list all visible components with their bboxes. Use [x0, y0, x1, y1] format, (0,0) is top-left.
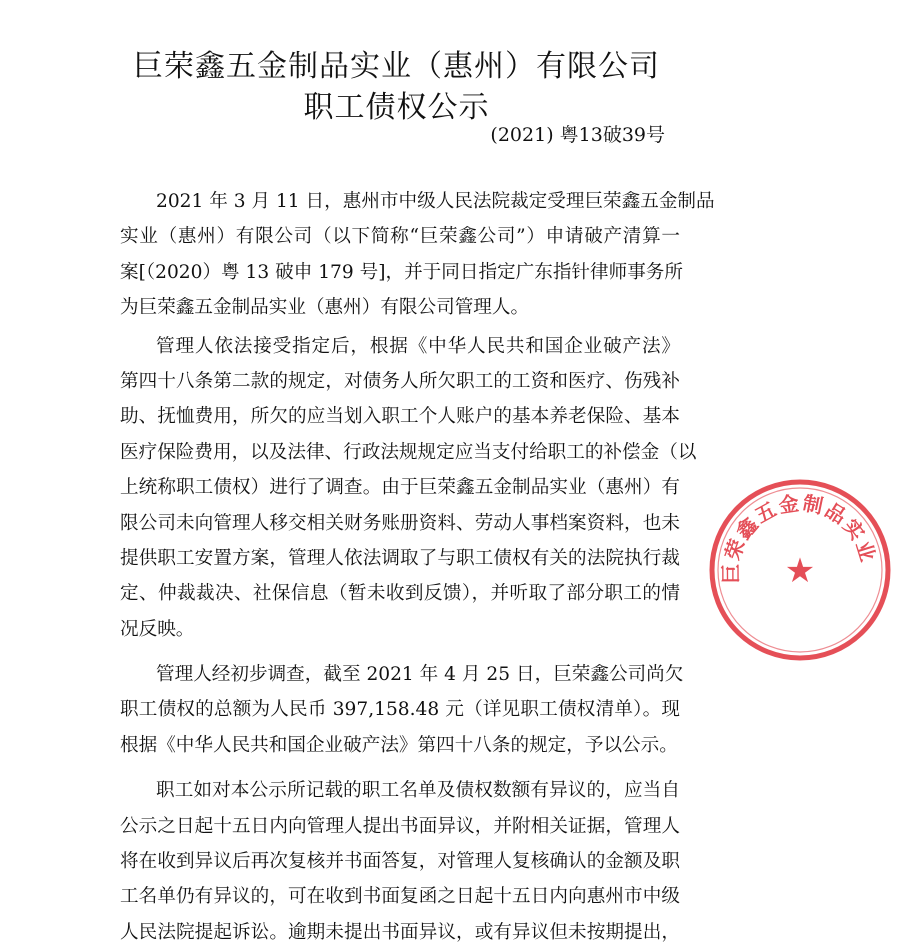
paragraph-line: 根据《中华人民共和国企业破产法》第四十八条的规定，予以公示。	[120, 734, 678, 756]
seal-text: 巨荣鑫五金制品实业	[718, 490, 881, 584]
paragraph-line: 职工债权的总额为人民币 397,158.48 元（详见职工债权清单）。现	[120, 699, 680, 721]
paragraph-line: 人民法院提起诉讼。逾期未提出书面异议，或有异议但未按期提出，	[120, 921, 680, 943]
seal-outer-ring	[712, 482, 888, 658]
paragraph-line: 2021 年 3 月 11 日，惠州市中级人民法院裁定受理巨荣鑫五金制品	[156, 191, 715, 212]
company-seal-stamp	[700, 470, 900, 670]
paragraph-line: 助、抚恤费用，所欠的应当划入职工个人账户的基本养老保险、基本	[120, 406, 680, 428]
seal-star-icon: ★	[784, 551, 816, 591]
paragraph-3	[120, 657, 684, 763]
paragraph-line: 医疗保险费用，以及法律、行政法规规定应当支付给职工的补偿金（以	[120, 441, 697, 463]
paragraph-line: 第四十八条第二款的规定，对债务人所欠职工的工资和医疗、伤残补	[120, 370, 680, 392]
paragraph-line: 将在收到异议后再次复核并书面答复，对管理人复核确认的金额及职	[120, 851, 680, 873]
document-body	[120, 184, 715, 950]
paragraph-4	[120, 773, 680, 950]
paragraph-line: 定、仲裁裁决、社保信息（暂未收到反馈），并听取了部分职工的情	[120, 583, 680, 605]
paragraph-2	[120, 329, 697, 648]
document-title-subject: 职工债权公示	[303, 90, 490, 125]
paragraph-line: 管理人经初步调查，截至 2021 年 4 月 25 日，巨荣鑫公司尚欠	[156, 664, 684, 686]
document-title-company: 巨荣鑫五金制品实业（惠州）有限公司	[133, 49, 660, 84]
paragraph-line: 实业（惠州）有限公司（以下简称“巨荣鑫公司”）申请破产清算一	[120, 226, 680, 248]
paragraph-line: 管理人依法接受指定后，根据《中华人民共和国企业破产法》	[156, 335, 680, 357]
paragraph-line: 职工如对本公示所记载的职工名单及债权数额有异议的，应当自	[156, 780, 680, 802]
paragraph-line: 案[（2020）粤 13 破申 179 号]，并于同日指定广东指针律师事务所	[120, 261, 683, 283]
paragraph-line: 况反映。	[120, 618, 195, 640]
paragraph-line: 为巨荣鑫五金制品实业（惠州）有限公司管理人。	[120, 297, 530, 319]
paragraph-1	[120, 184, 715, 326]
paragraph-line: 公示之日起十五日内向管理人提出书面异议，并附相关证据，管理人	[120, 815, 680, 837]
paragraph-line: 工名单仍有异议的，可在收到书面复函之日起十五日内向惠州市中级	[120, 886, 680, 908]
paragraph-line: 提供职工安置方案，管理人依法调取了与职工债权有关的法院执行裁	[120, 547, 680, 569]
paragraph-line: 上统称职工债权）进行了调查。由于巨荣鑫五金制品实业（惠州）有	[120, 477, 680, 499]
paragraph-line: 限公司未向管理人移交相关财务账册资料、劳动人事档案资料，也未	[120, 512, 680, 534]
seal-inner-ring	[718, 488, 882, 652]
document-number: (2021) 粤13破39号	[490, 124, 665, 146]
